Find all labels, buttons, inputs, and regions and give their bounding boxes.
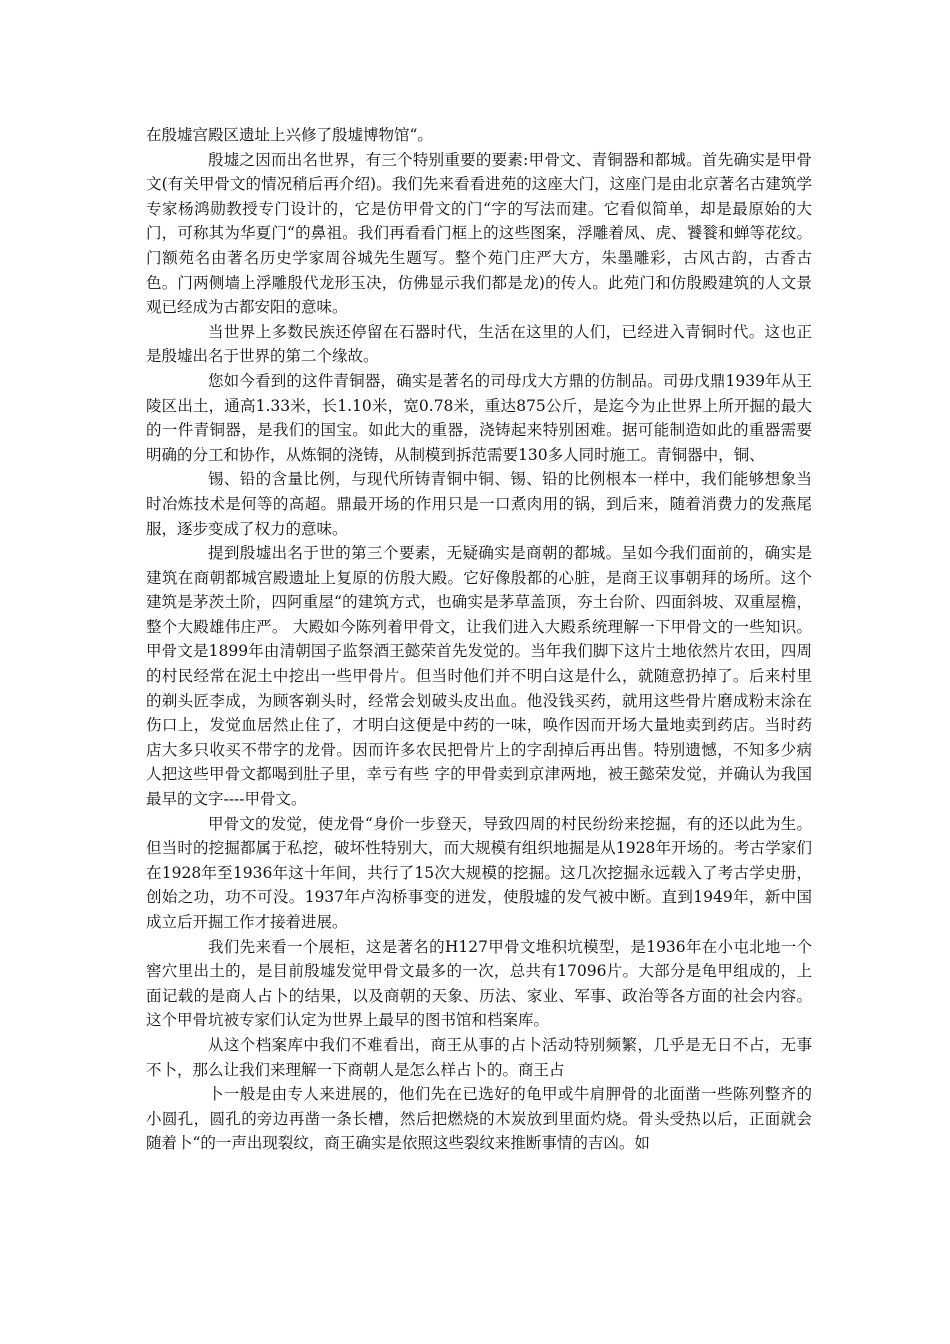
paragraph: 锡、铅的含量比例，与现代所铸青铜中铜、锡、铅的比例根本一样中，我们能够想象当时冶炼技术是何等的高超。鼎最开场的作用只是一口煮肉用的锅，到后来，随着消费力的发燕尾服，逐步变成了权力的意味。 — [146, 470, 812, 538]
document-page — [146, 123, 812, 1156]
paragraph: 提到殷墟出名于世的第三个要素，无疑确实是商朝的都城。呈如今我们面前的，确实是建筑在商朝都城宫殿遗址上复原的仿殷大殿。它好像殷都的心脏，是商王议事朝拜的场所。这个建筑是茅茨土阶，四阿重屋“的建筑方式，也确实是茅草盖顶，夯土台阶、四面斜坡、双重屋檐，整个大殿雄伟庄严。 大殿如今陈列着甲骨文，让我们进入大殿系统理解一下甲骨文的一些知识。甲骨文是1899年由清朝国子监祭酒王懿荣首先发觉的。当年我们脚下这片土地依然片农田，四周的村民经常在泥土中挖出一些甲骨片。但当时他们并不明白这是什么，就随意扔掉了。后来村里的剃头匠李成，为顾客剃头时，经常会划破头皮出血。他没钱买药，就用这些骨片磨成粉末涂在伤口上，发觉血居然止住了，才明白这便是中药的一味，唤作因而开场大量地卖到药店。当时药店大多只收买不带字的龙骨。因而许多农民把骨片上的字刮掉后再出售。特别遗憾，不知多少病人把这些甲骨文都喝到肚子里，幸亏有些 字的甲骨卖到京津两地，被王懿荣发觉，并确认为我国最早的文字----甲骨文。 — [146, 544, 812, 809]
paragraph: 卜一般是由专人来进展的，他们先在已选好的龟甲或牛肩胛骨的北面凿一些陈列整齐的小圆孔，圆孔的旁边再凿一条长槽，然后把燃烧的木炭放到里面灼烧。骨头受热以后，正面就会随着卜“的一声出现裂纹，商王确实是依照这些裂纹来推断事情的吉凶。如 — [146, 1085, 812, 1153]
paragraph: 您如今看到的这件青铜器，确实是著名的司母戊大方鼎的仿制品。司毋戊鼎1939年从王陵区出土，通高1.33米，长1.10米，宽0.78米，重达875公斤，是迄今为止世界上所开掘的最大的一件青铜器，是我们的国宝。如此大的重器，浇铸起来特别困难。据可能制造如此的重器需要明确的分工和协作，从炼铜的浇铸，从制模到拆范需要130多人同时施工。青铜器中，铜、 — [146, 371, 812, 464]
paragraph: 从这个档案库中我们不难看出，商王从事的占卜活动特别频繁，几乎是无日不占，无事不卜，那么让我们来理解一下商朝人是怎么样占卜的。商王占 — [146, 1035, 812, 1079]
paragraph: 殷墟之因而出名世界，有三个特别重要的要素:甲骨文、青铜器和都城。首先确实是甲骨文(有关甲骨文的情况稍后再介绍)。我们先来看看进苑的这座大门，这座门是由北京著名古建筑学专家杨鸿勋教授专门设计的，它是仿甲骨文的门“字的写法而建。它看似简单，却是最原始的大门，可称其为华夏门“的鼻祖。我们再看看门框上的这些图案，浮雕着凤、虎、饕餮和蝉等花纹。门额苑名由著名历史学家周谷城先生题写。整个苑门庄严大方，朱墨雕彩，古风古韵，古香古色。门两侧墙上浮雕殷代龙形玉决，仿佛显示我们都是龙)的传人。此苑门和仿殷殿建筑的人文景观已经成为古都安阳的意味。 — [146, 150, 812, 317]
paragraph: 当世界上多数民族还停留在石器时代，生活在这里的人们，已经进入青铜时代。这也正是殷墟出名于世界的第二个缘故。 — [146, 322, 812, 366]
paragraph: 在殷墟宫殿区遗址上兴修了殷墟博物馆“。 — [146, 126, 433, 144]
paragraph: 我们先来看一个展柜，这是著名的H127甲骨文堆积坑模型，是1936年在小屯北地一个窖穴里出土的，是目前殷墟发觉甲骨文最多的一次，总共有17096片。大部分是龟甲组成的，上面记载的是商人占卜的结果，以及商朝的天象、历法、家业、军事、政治等各方面的社会内容。这个甲骨坑被专家们认定为世界上最早的图书馆和档案库。 — [146, 937, 812, 1030]
paragraph: 甲骨文的发觉，使龙骨“身价一步登天，导致四周的村民纷纷来挖掘，有的还以此为生。但当时的挖掘都属于私挖，破坏性特别大，而大规模有组织地掘是从1928年开场的。考古学家们在1928年至1936年这十年间，共行了15次大规模的挖掘。这几次挖掘永远载入了考古学史册，创始之功，功不可没。1937年卢沟桥事变的迸发，使殷墟的发气被中断。直到1949年，新中国成立后开掘工作才接着进展。 — [146, 814, 812, 931]
